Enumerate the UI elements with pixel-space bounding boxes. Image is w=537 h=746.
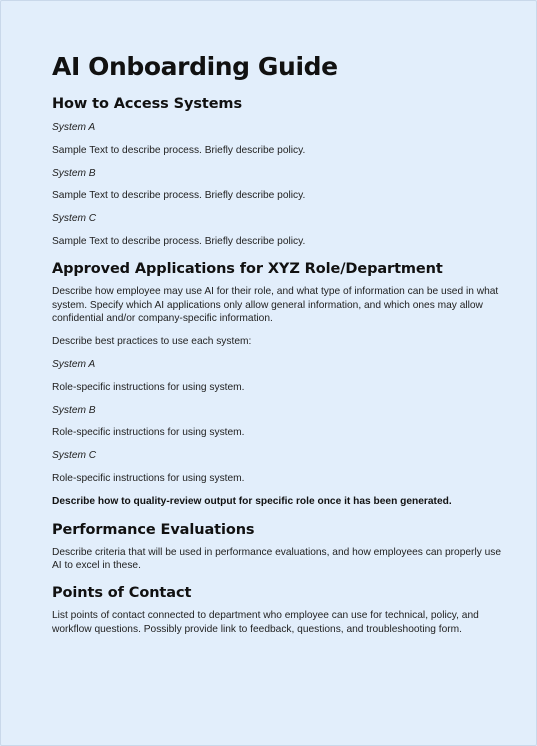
approved-intro: Describe how employee may use AI for their role, and what type of information can be used in what system. Specify which AI applications only allow general information, and which ones may allow confidential and/or company-specific information. (52, 285, 499, 325)
section-heading-performance: Performance Evaluations (52, 521, 255, 538)
section-heading-approved: Approved Applications for XYZ Role/Department (52, 260, 443, 277)
approved-system-c-label: System C (52, 450, 97, 462)
performance-text: Describe criteria that will be used in performance evaluations, and how employees can properly use AI to excel in these. (52, 546, 502, 572)
access-system-c-text: Sample Text to describe process. Briefly describe policy. (52, 235, 306, 247)
approved-system-b-label: System B (52, 404, 96, 416)
approved-system-a-label: System A (52, 358, 96, 370)
contacts-text: List points of contact connected to department who employee can use for technical, policy, and workflow questions. Possibly provide link to feedback, questions, and troubleshooting form. (52, 610, 479, 635)
approved-quality-review: Describe how to quality-review output for specific role once it has been generated. (52, 495, 452, 507)
access-system-c-label: System C (52, 213, 97, 225)
section-heading-contacts: Points of Contact (52, 585, 192, 602)
page-title: AI Onboarding Guide (52, 52, 338, 81)
approved-best-practices: Describe best practices to use each system: (52, 336, 252, 348)
approved-system-b-text: Role-specific instructions for using system. (52, 427, 245, 439)
section-heading-access: How to Access Systems (52, 96, 242, 112)
access-system-a-text: Sample Text to describe process. Briefly describe policy. (52, 144, 306, 156)
approved-system-a-text: Role-specific instructions for using system. (52, 381, 245, 393)
document-content (52, 51, 502, 637)
access-system-b-text: Sample Text to describe process. Briefly describe policy. (52, 190, 306, 202)
access-system-a-label: System A (52, 122, 96, 133)
approved-system-c-text: Role-specific instructions for using system. (52, 472, 245, 484)
access-system-b-label: System B (52, 167, 96, 179)
